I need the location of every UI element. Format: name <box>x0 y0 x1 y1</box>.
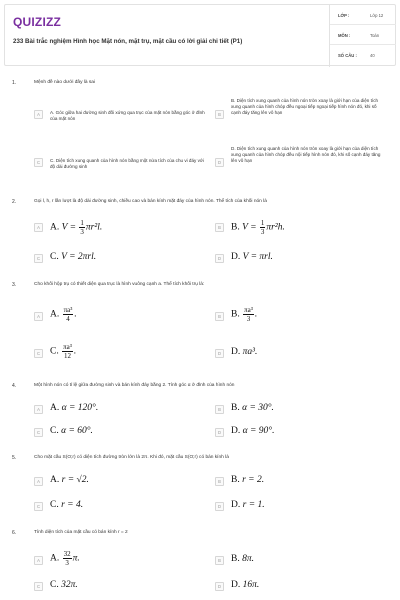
question-number: 6. <box>12 530 17 536</box>
option-badge: D <box>215 349 224 358</box>
fraction-denominator: 3 <box>65 559 69 567</box>
meta-row-class <box>330 5 396 25</box>
meta-row-subject <box>330 25 396 45</box>
option-formula <box>50 500 83 510</box>
question-text: Cho khối hộp trụ có thiết diện qua trục là hình vuông cạnh a. Thể tích khối trụ là: <box>34 282 205 287</box>
option-badge: B <box>215 110 224 119</box>
option-prefix: C. <box>50 346 59 357</box>
quizizz-logo: QUIZIZZ <box>13 15 62 29</box>
option-text: A. Góc giữa hai đường sinh đối xứng qua trục của mặt nón bằng góc ở đỉnh của mặt nón <box>50 110 205 122</box>
question-number: 1. <box>12 80 17 86</box>
formula-expr: α = 120°. <box>61 403 99 413</box>
meta-key: SỐ CÂU : <box>338 53 357 58</box>
meta-value: 40 <box>370 53 375 58</box>
option-badge: C <box>34 158 43 167</box>
option-c[interactable] <box>34 428 214 442</box>
question-text: Mệnh đề nào dưới đây là sai <box>34 80 96 85</box>
option-a[interactable] <box>34 405 214 419</box>
formula-rest: π. <box>72 553 80 564</box>
option-a[interactable] <box>34 306 214 326</box>
option-d[interactable] <box>215 428 390 442</box>
formula-rest: πr²h. <box>266 222 285 233</box>
formula-rest: . <box>74 309 77 320</box>
fraction-denominator: 4 <box>66 315 70 323</box>
fraction <box>243 306 254 323</box>
option-formula <box>50 475 89 485</box>
option-text: B. Diện tích xung quanh của hình nón tròn xoay là giới hạn của diện tích xung quanh của hình chóp đều ngoại tiếp ngoại tiếp hình nón đó, khi số cạnh đáy tăng lên vô hạn <box>231 98 379 116</box>
option-formula <box>50 580 78 590</box>
question-4 <box>12 383 392 445</box>
option-badge: B <box>215 556 224 565</box>
question-text: Cho mặt cầu S(O;r) có diện tích đường tròn lớn là 2π. Khi đó, mặt cầu S(O;r) có bán kính là <box>34 455 229 460</box>
question-text: Gọi l, h, r lần lượt là độ dài đường sinh, chiều cao và bán kính mặt đáy của hình nón. Thể tích của khối nón là <box>34 199 267 204</box>
option-badge: A <box>34 223 43 232</box>
option-badge: B <box>215 405 224 414</box>
question-number: 2. <box>12 199 17 205</box>
option-c[interactable] <box>34 254 214 268</box>
option-d[interactable] <box>215 582 390 596</box>
option-prefix: B. <box>231 309 240 320</box>
formula-expr: r = 2. <box>242 475 265 485</box>
option-formula <box>50 252 96 262</box>
option-formula <box>231 554 254 564</box>
fraction <box>62 343 73 360</box>
option-c[interactable] <box>34 582 214 596</box>
fraction <box>260 219 266 236</box>
fraction-denominator: 3 <box>80 228 84 236</box>
option-prefix: C. <box>50 252 59 262</box>
meta-panel <box>329 5 395 67</box>
option-prefix: A. <box>50 403 60 413</box>
fraction-denominator: 3 <box>260 228 265 236</box>
option-badge: B <box>215 477 224 486</box>
option-formula <box>50 550 80 567</box>
option-formula <box>231 475 264 485</box>
option-prefix: A. <box>50 222 60 233</box>
option-c[interactable] <box>34 502 214 516</box>
question-number: 5. <box>12 455 17 461</box>
option-prefix: A. <box>50 475 60 485</box>
option-prefix: B. <box>231 403 240 413</box>
fraction-numerator: 1 <box>260 219 265 227</box>
question-number: 4. <box>12 383 17 389</box>
option-prefix: D. <box>231 252 241 262</box>
formula-rest: . <box>73 346 77 357</box>
option-prefix: C. <box>50 580 59 590</box>
question-2 <box>12 199 392 271</box>
option-a[interactable] <box>34 110 219 124</box>
formula-expr: r = 1. <box>242 500 265 510</box>
option-formula <box>231 252 273 262</box>
option-formula <box>50 219 102 236</box>
option-formula <box>231 347 257 357</box>
formula-expr: 32π. <box>61 580 78 590</box>
formula-lhs: V = <box>242 222 257 233</box>
option-badge: C <box>34 254 43 263</box>
formula-expr: 16π. <box>242 580 260 590</box>
option-c[interactable] <box>34 343 214 363</box>
option-b[interactable] <box>215 219 390 237</box>
option-b[interactable] <box>215 556 390 570</box>
option-badge: B <box>215 312 224 321</box>
option-b[interactable] <box>215 98 390 124</box>
meta-row-count <box>330 45 396 65</box>
option-formula <box>50 403 98 413</box>
question-1 <box>12 80 392 185</box>
formula-expr: 8π. <box>242 554 254 564</box>
option-text: C. Diện tích xung quanh của hình nón bằng một nửa tích của chu vi đáy với độ dài đường sinh <box>50 158 204 170</box>
page-title: 233 Bài trắc nghiệm Hình học Mặt nón, mặt trụ, mặt cầu có lời giải chi tiết (P1) <box>13 38 243 45</box>
option-formula <box>231 426 274 436</box>
meta-value: Lớp 12 <box>370 13 384 18</box>
formula-lhs: V = <box>61 222 77 233</box>
option-prefix: D. <box>231 347 241 357</box>
option-d[interactable] <box>215 146 390 172</box>
formula-expr: V = πrl. <box>242 252 273 262</box>
option-d[interactable] <box>215 349 390 363</box>
formula-expr: V = 2πrl. <box>61 252 97 262</box>
question-3 <box>12 282 392 372</box>
option-badge: D <box>215 254 224 263</box>
fraction <box>63 550 72 567</box>
option-badge: A <box>34 110 43 119</box>
option-formula <box>231 306 257 323</box>
option-formula <box>50 343 76 360</box>
option-formula <box>231 403 274 413</box>
meta-key: MÔN : <box>338 33 351 38</box>
question-6 <box>12 530 392 596</box>
option-badge: A <box>34 556 43 565</box>
option-badge: A <box>34 312 43 321</box>
option-prefix: D. <box>231 580 241 590</box>
option-b[interactable] <box>215 306 390 326</box>
fraction-numerator: 32 <box>63 550 71 558</box>
option-prefix: C. <box>50 426 59 436</box>
formula-expr: α = 60°. <box>61 426 93 436</box>
question-text: Tính diện tích của mặt cầu có bán kính r = 2 <box>34 530 128 535</box>
option-a[interactable] <box>34 550 214 570</box>
option-b[interactable] <box>215 477 390 491</box>
fraction-numerator: πa³ <box>63 306 73 314</box>
option-d[interactable] <box>215 254 390 268</box>
option-badge: C <box>34 349 43 358</box>
option-a[interactable] <box>34 219 214 237</box>
option-badge: C <box>34 428 43 437</box>
meta-key: LỚP : <box>338 13 350 18</box>
option-prefix: A. <box>50 553 60 564</box>
option-formula <box>231 219 285 236</box>
formula-expr: r = 4. <box>61 500 84 510</box>
option-prefix: A. <box>50 309 60 320</box>
option-prefix: D. <box>231 500 241 510</box>
option-text: D. Diện tích xung quanh của hình nón tròn xoay là giới hạn của diện tích xung quanh của hình chóp đều nội tiếp hình nón đó, khi số cạnh đáy tăng lên vô hạn <box>231 146 381 164</box>
option-formula <box>50 306 77 323</box>
option-badge: D <box>215 502 224 511</box>
fraction <box>79 219 85 236</box>
option-prefix: C. <box>50 500 59 510</box>
formula-expr: α = 30°. <box>242 403 274 413</box>
option-formula <box>231 580 259 590</box>
question-text: Một hình nón có tỉ lệ giữa đường sinh và bán kính đáy bằng 2. Tính góc α ở đỉnh của hình nón <box>34 383 235 388</box>
option-formula <box>50 426 93 436</box>
option-c[interactable] <box>34 158 219 172</box>
option-badge: B <box>215 223 224 232</box>
question-5 <box>12 455 392 517</box>
meta-value: Toán <box>370 33 380 38</box>
formula-expr: r = √2. <box>61 475 89 485</box>
formula-expr: α = 90°. <box>242 426 275 436</box>
formula-expr: πa³. <box>242 347 258 357</box>
option-formula <box>231 500 265 510</box>
fraction <box>63 306 77 323</box>
option-badge: A <box>34 405 43 414</box>
formula-rest: . <box>254 309 258 320</box>
option-badge: D <box>215 158 224 167</box>
option-b[interactable] <box>215 405 390 419</box>
option-d[interactable] <box>215 502 390 516</box>
option-badge: D <box>215 582 224 591</box>
option-badge: C <box>34 502 43 511</box>
fraction-denominator: 12 <box>63 352 71 360</box>
option-prefix: B. <box>231 554 240 564</box>
option-badge: C <box>34 582 43 591</box>
fraction-denominator: 3 <box>246 315 251 323</box>
option-prefix: B. <box>231 475 240 485</box>
question-number: 3. <box>12 282 17 288</box>
option-badge: D <box>215 428 224 437</box>
option-prefix: D. <box>231 426 241 436</box>
fraction-numerator: πa³ <box>244 306 253 314</box>
option-a[interactable] <box>34 477 214 491</box>
fraction-numerator: 1 <box>80 219 84 227</box>
option-prefix: B. <box>231 222 240 233</box>
option-badge: A <box>34 477 43 486</box>
fraction-numerator: πa³ <box>63 343 72 351</box>
worksheet-header <box>4 4 396 66</box>
formula-rest: πr²l. <box>85 222 103 233</box>
